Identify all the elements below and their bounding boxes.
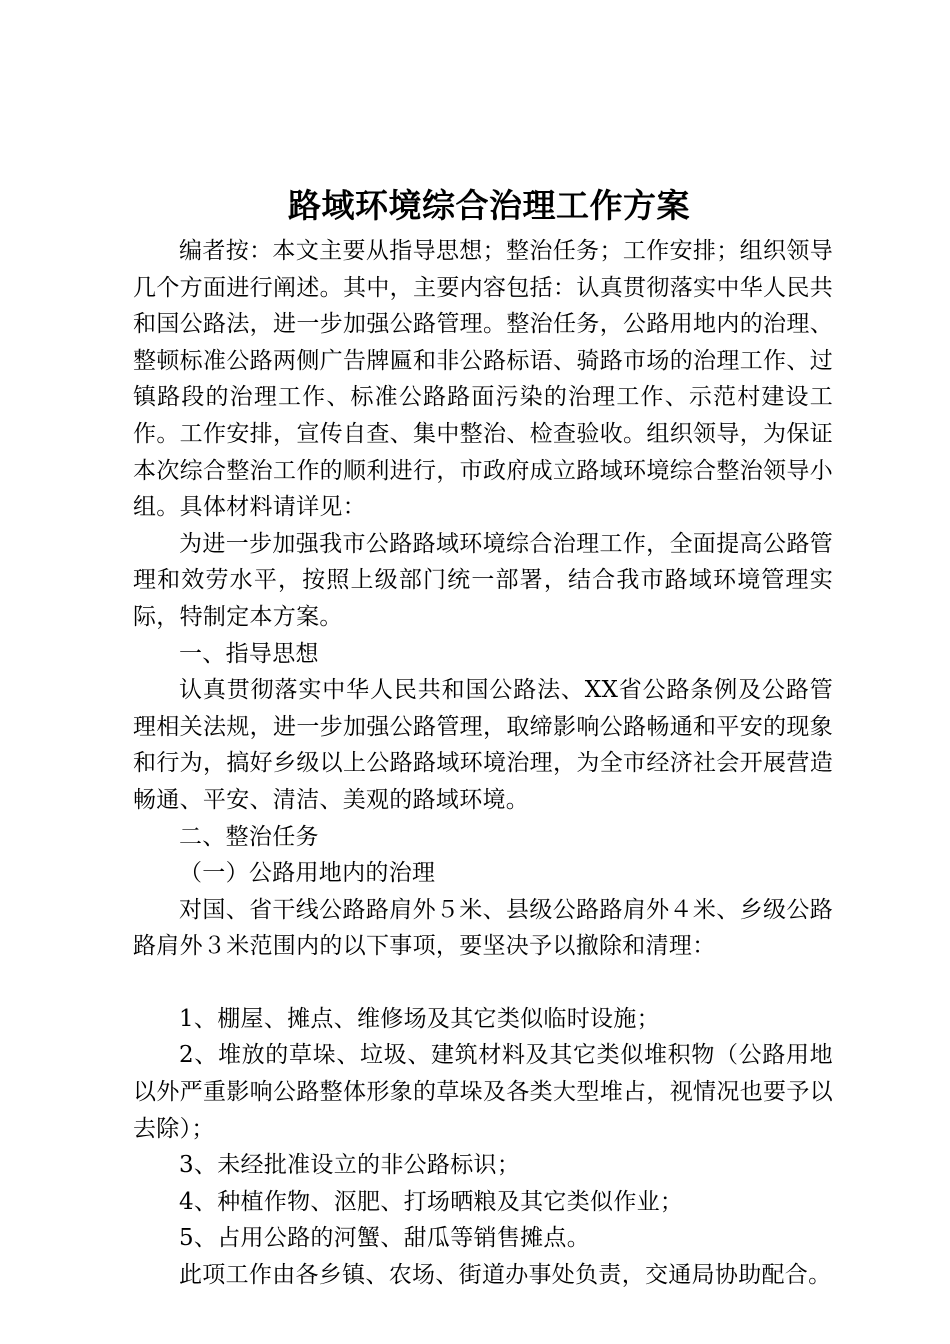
intro-paragraph: 为进一步加强我市公路路域环境综合治理工作，全面提高公路管理和效劳水平，按照上级部门统一部署，结合我市路域环境管理实际，特制定本方案。 [133,530,833,630]
blank-line [133,965,833,1001]
section-heading-rectification-tasks: 二、整治任务 [179,823,319,850]
document-title: 路域环境综合治理工作方案 [288,186,690,225]
section-heading-guiding-thought: 一、指导思想 [179,640,319,667]
list-item: 3、未经批准设立的非公路标识； [179,1152,521,1179]
subsection-heading-road-land: （一）公路用地内的治理 [179,860,436,887]
list-item: 5、占用公路的河蟹、甜瓜等销售摊点。 [179,1225,591,1252]
editor-note-paragraph: 编者按：本文主要从指导思想；整治任务；工作安排；组织领导几个方面进行阐述。其中，主要内容包括：认真贯彻落实中华人民共和国公路法，进一步加强公路管理。整治任务，公路用地内的治理、整顿标准公路两侧广告牌匾和非公路标语、骑路市场的治理工作、过镇路段的治理工作、标准公路路面污染的治理工作、示范村建设工作。工作安排，宣传自查、集中整治、检查验收。组织领导，为保证本次综合整治工作的顺利进行，市政府成立路域环境综合整治领导小组。具体材料请详见： [133,238,833,521]
guiding-thought-paragraph: 认真贯彻落实中华人民共和国公路法、XX省公路条例及公路管理相关法规，进一步加强公路管理，取缔影响公路畅通和平安的现象和行为，搞好乡级以上公路路域环境治理，为全市经济社会开展营造畅通、平安、清洁、美观的路域环境。 [133,677,833,813]
responsibility-paragraph: 此项工作由各乡镇、农场、街道办事处负责，交通局协助配合。 [179,1262,832,1289]
list-item: 2、堆放的草垛、垃圾、建筑材料及其它类似堆积物（公路用地以外严重影响公路整体形象的草垛及各类大型堆占，视情况也要予以去除）； [133,1042,833,1142]
road-land-paragraph: 对国、省干线公路路肩外５米、县级公路路肩外４米、乡级公路路肩外３米范围内的以下事项，要坚决予以撤除和清理： [133,896,833,960]
document-page [133,183,833,1294]
list-item: 1、棚屋、摊点、维修场及其它类似临时设施； [179,1005,660,1032]
list-item: 4、种植作物、沤肥、打场晒粮及其它类似作业； [179,1188,684,1215]
